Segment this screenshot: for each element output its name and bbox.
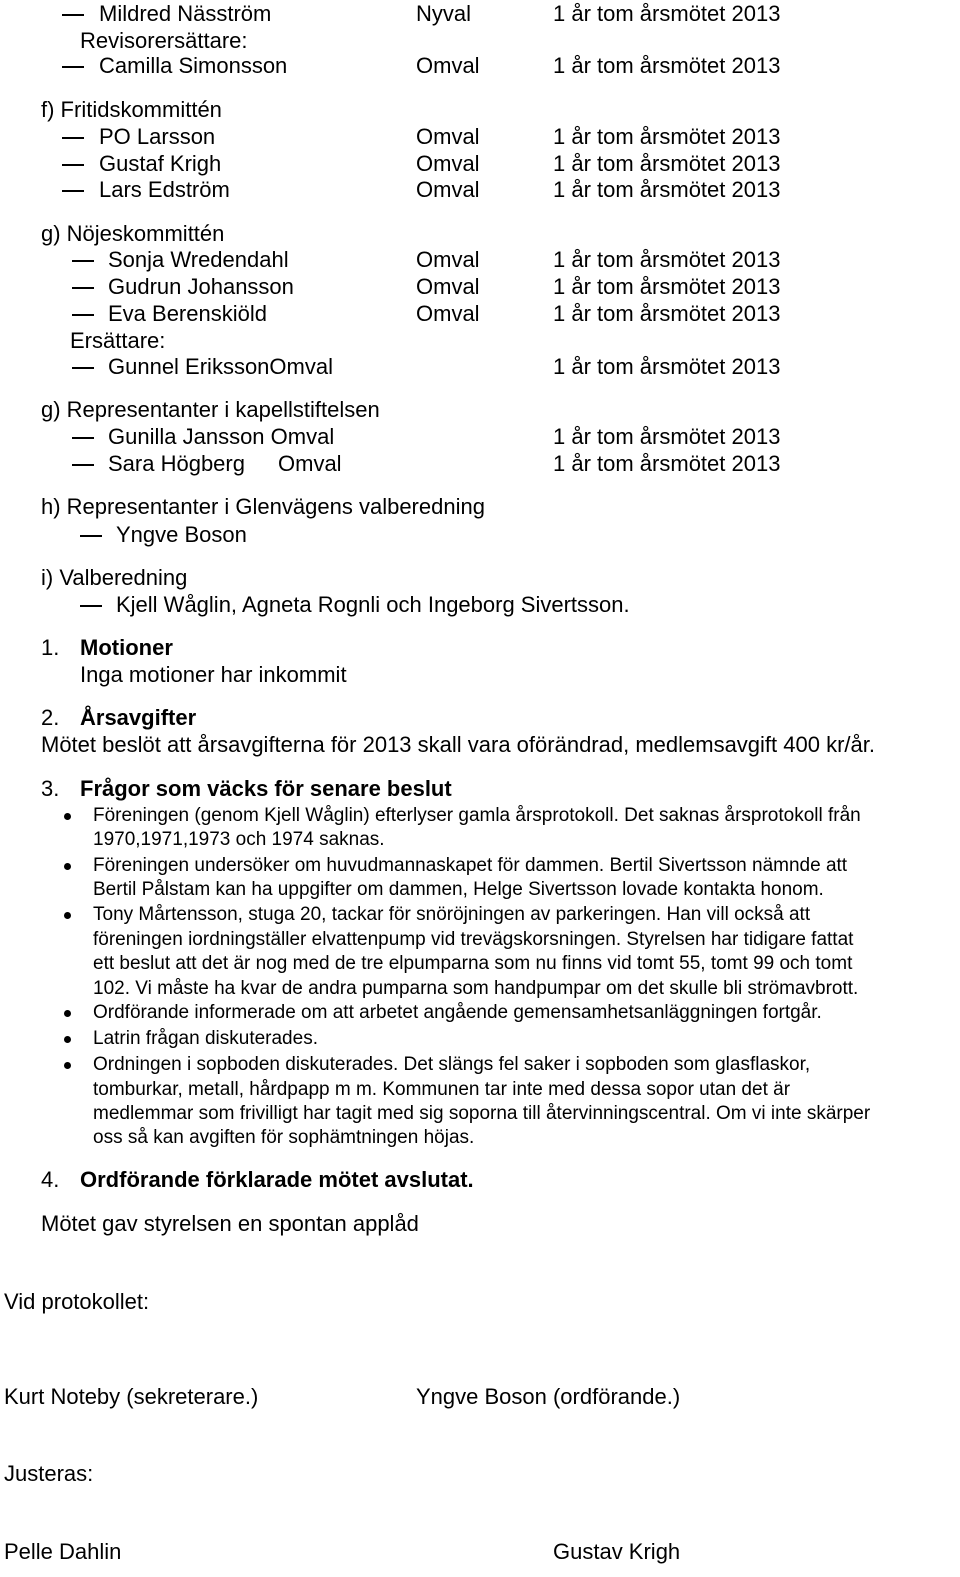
member-name: Yngve Boson	[116, 522, 247, 547]
bullet-icon	[64, 912, 71, 919]
justerare-name: Gustav Krigh	[553, 1539, 681, 1564]
member-name: PO Larsson	[99, 124, 216, 149]
list-dash	[72, 464, 94, 466]
member-status: Omval	[416, 301, 480, 326]
bullet-icon	[64, 1010, 71, 1017]
list-dash	[72, 287, 94, 289]
bullet-icon	[64, 1062, 71, 1069]
member-name: Sara Högberg	[108, 451, 245, 476]
member-term: 1 år tom årsmötet 2013	[553, 301, 781, 326]
justerare-name: Pelle Dahlin	[4, 1539, 122, 1564]
member-term: 1 år tom årsmötet 2013	[553, 274, 781, 299]
member-name: Gunilla Jansson Omval	[108, 424, 335, 449]
bullet-text: medlemmar som frivilligt har tagit med sig soporna till återvinningscentral. Om vi inte skärper	[93, 1103, 871, 1124]
protokoll-label: Vid protokollet:	[4, 1289, 150, 1314]
list-dash	[80, 535, 102, 537]
ersattare-label: Revisorersättare:	[80, 28, 248, 53]
bullet-text: ett beslut att det är nog med de tre elpumparna som nu finns vid tomt 55, tomt 99 och tomt	[93, 953, 853, 974]
item-text: Mötet gav styrelsen en spontan applåd	[41, 1211, 419, 1236]
list-dash	[72, 260, 94, 262]
member-term: 1 år tom årsmötet 2013	[553, 151, 781, 176]
list-dash	[62, 66, 84, 68]
list-dash	[62, 137, 84, 139]
item-title: Motioner	[80, 635, 173, 660]
item-number: 2.	[41, 705, 60, 730]
bullet-text: Ordningen i sopboden diskuterades. Det slängs fel saker i sopboden som glasflaskor,	[93, 1054, 811, 1075]
member-term: 1 år tom årsmötet 2013	[553, 354, 781, 379]
item-title: Årsavgifter	[80, 705, 197, 730]
ersattare-label: Ersättare:	[70, 328, 166, 353]
item-text: Mötet beslöt att årsavgifterna för 2013 skall vara oförändrad, medlemsavgift 400 kr/år.	[41, 732, 875, 757]
bullet-icon	[64, 1036, 71, 1043]
member-term: 1 år tom årsmötet 2013	[553, 424, 781, 449]
item-number: 3.	[41, 776, 60, 801]
list-dash	[62, 190, 84, 192]
member-name: Gustaf Krigh	[99, 151, 222, 176]
bullet-text: Tony Mårtensson, stuga 20, tackar för snöröjningen av parkeringen. Han vill också att	[93, 904, 811, 925]
bullet-text: Latrin frågan diskuterades.	[93, 1028, 318, 1049]
bullet-text: föreningen iordningställer elvattenpump vid trevägskorsningen. Styrelsen har tidigare fattat	[93, 929, 854, 950]
member-status: Omval	[416, 151, 480, 176]
member-name: Sonja Wredendahl	[108, 247, 289, 272]
member-term: 1 år tom årsmötet 2013	[553, 247, 781, 272]
secretary-name: Kurt Noteby (sekreterare.)	[4, 1384, 259, 1409]
bullet-text: Bertil Pålstam kan ha uppgifter om dammen, Helge Sivertsson lovade kontakta honom.	[93, 879, 824, 900]
item-number: 1.	[41, 635, 60, 660]
member-status: Omval	[416, 124, 480, 149]
member-status: Omval	[416, 53, 480, 78]
member-term: 1 år tom årsmötet 2013	[553, 177, 781, 202]
item-number: 4.	[41, 1167, 60, 1192]
list-dash	[62, 14, 84, 16]
list-dash	[62, 164, 84, 166]
member-status: Omval	[416, 177, 480, 202]
item-text: Inga motioner har inkommit	[80, 662, 347, 687]
bullet-icon	[64, 863, 71, 870]
member-status: Omval	[416, 247, 480, 272]
member-term: 1 år tom årsmötet 2013	[553, 124, 781, 149]
member-name: Lars Edström	[99, 177, 230, 202]
bullet-text: 102. Vi måste ha kvar de andra pumparna som handpumpar om det skulle bli strömavbrott.	[93, 978, 859, 999]
item-title: Frågor som väcks för senare beslut	[80, 776, 452, 801]
chair-name: Yngve Boson (ordförande.)	[416, 1384, 681, 1409]
item-title: Ordförande förklarade mötet avslutat.	[80, 1167, 474, 1192]
member-term: 1 år tom årsmötet 2013	[553, 53, 781, 78]
member-status: Omval	[416, 274, 480, 299]
member-status: Omval	[278, 451, 342, 476]
section-heading: g) Representanter i kapellstiftelsen	[41, 397, 380, 422]
member-name: Mildred Näsström	[99, 1, 272, 26]
justeras-label: Justeras:	[4, 1461, 94, 1486]
member-name: Eva Berenskiöld	[108, 301, 267, 326]
bullet-text: Föreningen (genom Kjell Wåglin) efterlyser gamla årsprotokoll. Det saknas årsprotokoll från	[93, 805, 861, 826]
list-dash	[72, 437, 94, 439]
member-name: Camilla Simonsson	[99, 53, 288, 78]
bullet-text: Ordförande informerade om att arbetet angående gemensamhetsanläggningen fortgår.	[93, 1002, 822, 1023]
bullet-icon	[64, 813, 71, 820]
section-heading: f) Fritidskommittén	[41, 97, 222, 122]
section-heading: i) Valberedning	[41, 565, 188, 590]
member-name: Gudrun Johansson	[108, 274, 294, 299]
bullet-text: 1970,1971,1973 och 1974 saknas.	[93, 829, 385, 850]
member-names: Kjell Wåglin, Agneta Rognli och Ingeborg Sivertsson.	[116, 592, 630, 617]
list-dash	[72, 367, 94, 369]
member-name: Gunnel ErikssonOmval	[108, 354, 333, 379]
list-dash	[80, 605, 102, 607]
member-term: 1 år tom årsmötet 2013	[553, 451, 781, 476]
list-dash	[72, 314, 94, 316]
bullet-text: Föreningen undersöker om huvudmannaskapet för dammen. Bertil Sivertsson nämnde att	[93, 855, 848, 876]
member-term: 1 år tom årsmötet 2013	[553, 1, 781, 26]
member-status: Nyval	[416, 1, 472, 26]
bullet-text: oss så kan avgiften för sophämtningen höjas.	[93, 1127, 475, 1148]
section-heading: h) Representanter i Glenvägens valberedning	[41, 494, 485, 519]
bullet-text: tomburkar, metall, hårdpapp m m. Kommunen tar inte med dessa sopor utan det är	[93, 1079, 791, 1100]
section-heading: g) Nöjeskommittén	[41, 221, 225, 246]
